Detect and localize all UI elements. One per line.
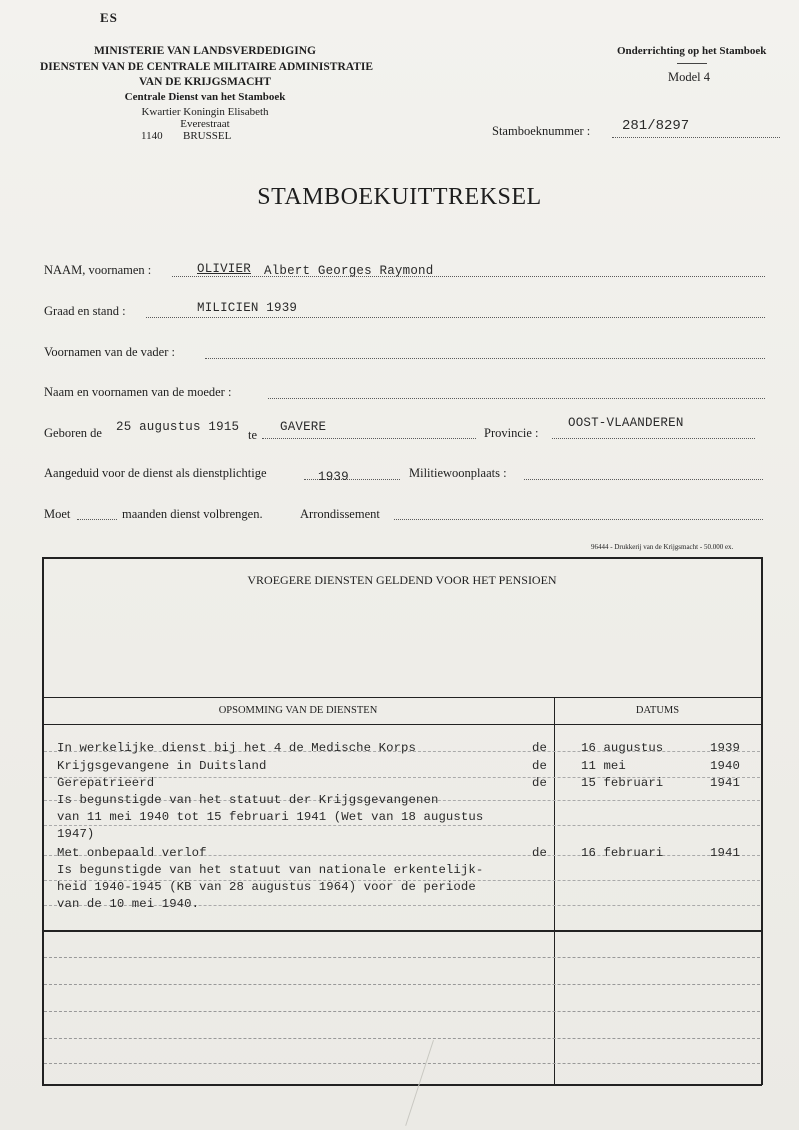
graad-value: MILICIEN 1939 (197, 301, 298, 315)
provincie-dotline (552, 438, 755, 439)
service-de: de (532, 776, 547, 790)
header-bottom-rule (42, 724, 762, 725)
service-text: heid 1940-1945 (KB van 28 augustus 1964) voor de periode (57, 880, 476, 894)
moet-dotline (77, 519, 117, 520)
service-year: 1940 (710, 759, 740, 773)
postal-code: 1140 (141, 130, 163, 142)
graad-dotline (146, 317, 765, 318)
service-year: 1939 (710, 741, 740, 755)
moet-label: Moet (44, 507, 71, 521)
service-year: 1941 (710, 846, 740, 860)
column-header-services: OPSOMMING VAN DE DIENSTEN (218, 705, 378, 716)
empty-row-rule (44, 1038, 760, 1039)
service-de: de (532, 741, 547, 755)
vader-label: Voornamen van de vader : (44, 345, 175, 359)
service-text: van de 10 mei 1940. (57, 897, 200, 911)
service-text: van 11 mei 1940 tot 15 februari 1941 (Wet van 18 augustus (57, 810, 484, 824)
service-text: Gerepatrieerd (57, 776, 155, 790)
table-separator (42, 930, 762, 932)
militiewoonplaats-label: Militiewoonplaats : (409, 466, 507, 480)
aangeduid-value: 1939 (318, 470, 349, 484)
naam-given: Albert Georges Raymond (264, 264, 434, 278)
empty-row-rule (44, 957, 760, 958)
stamboeknummer-value: 281/8297 (622, 118, 690, 134)
section-title: VROEGERE DIENSTEN GELDEND VOOR HET PENSIOEN (247, 573, 557, 587)
instruction-note: Onderrichting op het Stamboek (617, 45, 767, 57)
empty-row-rule (44, 1011, 760, 1012)
empty-row-rule (44, 984, 760, 985)
maanden-label: maanden dienst volbrengen. (122, 507, 263, 521)
column-header-dates: DATUMS (635, 705, 680, 716)
moeder-dotline (268, 398, 765, 399)
arrondissement-label: Arrondissement (300, 507, 380, 521)
document-title: STAMBOEKUITTREKSEL (257, 184, 542, 210)
militiewoonplaats-dotline (524, 479, 763, 480)
service-text: Krijgsgevangene in Duitsland (57, 759, 267, 773)
city: BRUSSEL (183, 130, 232, 142)
model-number: Model 4 (668, 70, 711, 84)
stamboeknummer-dotline (612, 137, 780, 138)
provincie-value: OOST-VLAANDEREN (568, 416, 684, 430)
service-text: Is begunstigde van het statuut van nationale erkentelijk- (57, 863, 484, 877)
naam-surname: OLIVIER (197, 262, 251, 276)
te-label: te (248, 428, 258, 442)
paper-crease (405, 1040, 434, 1126)
row-rule (44, 825, 760, 826)
stamboeknummer-label: Stamboeknummer : (492, 124, 591, 138)
vader-dotline (205, 358, 765, 359)
table-left-border (42, 557, 44, 1085)
provincie-label: Provincie : (484, 426, 539, 440)
service-date: 15 februari (581, 776, 664, 790)
geboren-place: GAVERE (280, 420, 327, 434)
geboren-label: Geboren de (44, 426, 102, 440)
service-text: Met onbepaald verlof (57, 846, 207, 860)
naam-label: NAAM, voornamen : (44, 263, 152, 277)
service-text: Is begunstigde van het statuut der Krijgsgevangenen (57, 793, 439, 807)
printer-note: 96444 - Drukkerij van de Krijgsmacht - 50.000 ex. (591, 543, 734, 551)
street-line: Everestraat (180, 118, 230, 130)
header-top-rule (42, 697, 762, 698)
ministry-line: MINISTERIE VAN LANDSVERDEDIGING (94, 45, 316, 57)
service-de: de (532, 846, 547, 860)
service-date: 16 februari (581, 846, 664, 860)
central-service-line: Centrale Dienst van het Stamboek (124, 91, 286, 103)
moeder-label: Naam en voornamen van de moeder : (44, 385, 232, 399)
birthplace-dotline (262, 438, 476, 439)
table-bottom-border (42, 1084, 762, 1086)
column-divider (554, 697, 555, 1085)
corner-code: ES (100, 10, 118, 25)
geboren-date: 25 augustus 1915 (116, 420, 240, 434)
service-date: 11 mei (581, 759, 626, 773)
service-year: 1941 (710, 776, 740, 790)
empty-row-rule (44, 1063, 760, 1064)
aangeduid-label: Aangeduid voor de dienst als dienstplichtige (44, 466, 267, 480)
graad-label: Graad en stand : (44, 304, 126, 318)
barracks-line: Kwartier Koningin Elisabeth (141, 106, 269, 118)
service-de: de (532, 759, 547, 773)
arrondissement-dotline (394, 519, 763, 520)
service-text: 1947) (57, 827, 95, 841)
model-rule (677, 63, 707, 64)
service-text: In werkelijke dienst bij het 4 de Medische Korps (57, 741, 417, 755)
naam-dotline (172, 276, 765, 277)
administration-line: DIENSTEN VAN DE CENTRALE MILITAIRE ADMINISTRATIE (40, 61, 374, 73)
service-date: 16 augustus (581, 741, 664, 755)
krijgsmacht-line: VAN DE KRIJGSMACHT (138, 76, 272, 88)
table-top-border (42, 557, 762, 559)
table-right-border (761, 557, 763, 1085)
